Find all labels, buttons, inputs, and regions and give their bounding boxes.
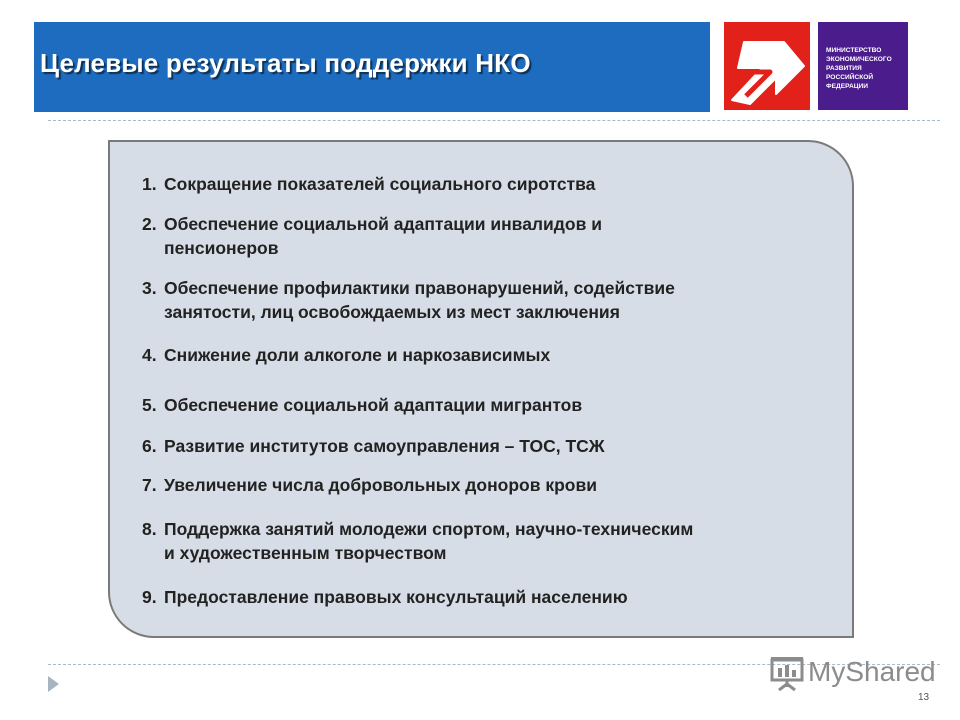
ministry-name-line: ЭКОНОМИЧЕСКОГО xyxy=(826,56,892,63)
item-number: 9. xyxy=(142,587,157,607)
item-text: Поддержка занятий молодежи спортом, научно-техническим xyxy=(164,519,694,539)
item-text: Предоставление правовых консультаций населению xyxy=(164,587,628,607)
ministry-name-line: ФЕДЕРАЦИИ xyxy=(826,83,868,90)
ministry-logo-mark xyxy=(724,22,810,110)
list-item xyxy=(142,585,628,609)
logo-arrow-icon xyxy=(724,22,810,110)
list-item xyxy=(142,434,605,458)
list-item xyxy=(142,172,595,196)
list-item xyxy=(142,517,693,565)
watermark-presentation-icon xyxy=(770,656,804,692)
item-number: 4. xyxy=(142,345,157,365)
item-number: 8. xyxy=(142,519,157,539)
item-text: Развитие институтов самоуправления – ТОС, ТСЖ xyxy=(164,436,605,456)
ministry-name-line: МИНИСТЕРСТВО xyxy=(826,47,882,54)
list-item xyxy=(142,393,582,417)
item-text: Обеспечение социальной адаптации инвалидов и xyxy=(164,214,602,234)
page-number: 13 xyxy=(918,692,930,703)
item-text-continued: пенсионеров xyxy=(164,238,279,258)
item-text: Обеспечение профилактики правонарушений, содействие xyxy=(164,278,675,298)
item-text: Снижение доли алкоголе и наркозависимых xyxy=(164,345,551,365)
item-text: Сокращение показателей социального сиротства xyxy=(164,174,596,194)
item-number: 5. xyxy=(142,395,157,415)
list-item xyxy=(142,343,550,367)
watermark-text: MyShared xyxy=(808,656,936,687)
ministry-name-line: РОССИЙСКОЙ xyxy=(826,74,874,81)
ministry-logo xyxy=(818,22,908,110)
item-text-continued: и художественным творчеством xyxy=(164,543,447,563)
watermark xyxy=(770,654,936,694)
ministry-name-line: РАЗВИТИЯ xyxy=(826,65,862,72)
list-item xyxy=(142,473,597,497)
item-text: Увеличение числа добровольных доноров крови xyxy=(164,475,597,495)
item-text-continued: занятости, лиц освобождаемых из мест заключения xyxy=(164,302,620,322)
item-number: 1. xyxy=(142,174,157,194)
list-item xyxy=(142,276,675,324)
ministry-name xyxy=(826,46,904,91)
page-title: Целевые результаты поддержки НКО xyxy=(40,48,531,78)
item-number: 2. xyxy=(142,214,157,234)
nav-arrow-icon[interactable] xyxy=(48,676,59,692)
list-item xyxy=(142,212,602,260)
item-number: 6. xyxy=(142,436,157,456)
top-divider xyxy=(48,120,940,121)
item-text: Обеспечение социальной адаптации мигрантов xyxy=(164,395,583,415)
item-number: 3. xyxy=(142,278,157,298)
item-number: 7. xyxy=(142,475,157,495)
